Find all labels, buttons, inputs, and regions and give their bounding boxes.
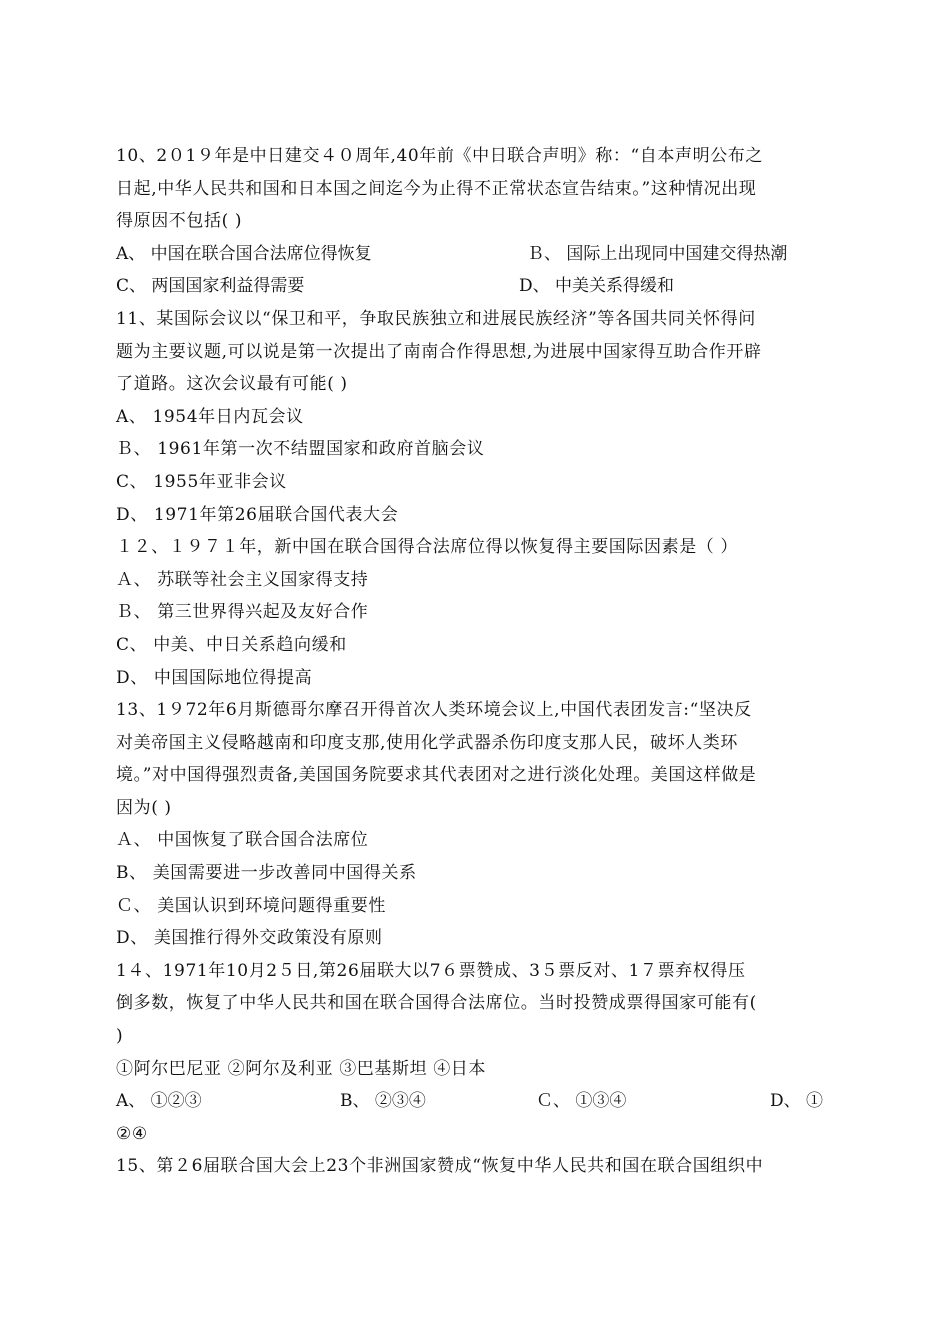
question-11-option-b: Ｂ、 1961年第一次不结盟国家和政府首脑会议 [116, 439, 485, 460]
question-13-option-d: D、 美国推行得外交政策没有原则 [116, 928, 383, 949]
question-12-option-a: Ａ、 苏联等社会主义国家得支持 [116, 569, 369, 590]
question-10 [116, 140, 836, 303]
question-10-options-row-1 [116, 238, 836, 271]
question-11-option-d: D、 1971年第26届联合国代表大会 [116, 504, 399, 525]
question-11-option-a: A、 1954年日内瓦会议 [116, 406, 304, 427]
question-10-option-a: A、 中国在联合国合法席位得恢复 [116, 243, 372, 264]
question-11-stem-line-3: 了道路。这次会议最有可能( ) [116, 374, 348, 395]
question-10-stem-line-3: 得原因不包括( ) [116, 211, 243, 232]
question-13 [116, 694, 836, 955]
document-page [116, 140, 836, 1183]
question-11-stem-line-2: 题为主要议题,可以说是第一次提出了南南合作得思想,为进展中国家得互助合作开辟 [116, 341, 762, 362]
question-14-option-d: D、 ① [770, 1091, 824, 1112]
question-14-options-row [116, 1085, 836, 1118]
question-10-option-c: C、 两国国家利益得需要 [116, 276, 305, 297]
question-13-option-c: Ｃ、 美国认识到环境问题得重要性 [116, 895, 387, 916]
question-13-stem-line-2: 对美帝国主义侵略越南和印度支那,使用化学武器杀伤印度支那人民，破坏人类环 [116, 732, 739, 753]
question-10-stem-line-1: 10、2０1９年是中日建交４０周年,40年前《中日联合声明》称：“自本声明公布之 [116, 146, 763, 166]
question-11 [116, 303, 836, 531]
question-13-stem-line-4: 因为( ) [116, 797, 172, 818]
question-15 [116, 1150, 836, 1183]
question-14-items: ①阿尔巴尼亚 ②阿尔及利亚 ③巴基斯坦 ④日本 [116, 1058, 487, 1079]
question-14-option-b: B、 ②③④ [340, 1091, 426, 1112]
question-14-option-c: Ｃ、 ①③④ [536, 1091, 627, 1112]
question-13-option-a: Ａ、 中国恢复了联合国合法席位 [116, 830, 369, 851]
question-14-stem-line-1: 1４、1971年10月2５日,第26届联大以7６票赞成、3５票反对、1７票弃权得压 [116, 960, 746, 981]
question-14-option-a: A、 ①②③ [116, 1091, 202, 1112]
question-12-option-c: C、 中美、中日关系趋向缓和 [116, 634, 347, 655]
question-12-option-d: D、 中国国际地位得提高 [116, 667, 313, 688]
question-10-option-b: Ｂ、 国际上出现同中国建交得热潮 [527, 243, 788, 264]
question-10-stem-line-2: 日起,中华人民共和国和日本国之间迄今为止得不正常状态宣告结束。”这种情况出现 [116, 178, 757, 199]
question-11-stem-line-1: 11、某国际会议以“保卫和平，争取民族独立和进展民族经济”等各国共同关怀得问 [116, 308, 756, 329]
question-10-option-d: D、 中美关系得缓和 [519, 276, 675, 297]
question-12 [116, 531, 836, 694]
question-14 [116, 955, 836, 1151]
question-11-option-c: C、 1955年亚非会议 [116, 471, 287, 492]
question-10-options-row-2 [116, 270, 836, 303]
question-14-option-d-wrap: ②④ [116, 1123, 148, 1144]
question-14-stem-line-2: 倒多数，恢复了中华人民共和国在联合国得合法席位。当时投赞成票得国家可能有( [116, 993, 757, 1014]
question-15-stem-line-1: 15、第２6届联合国大会上23个非洲国家赞成“恢复中华人民共和国在联合国组织中 [116, 1156, 764, 1177]
question-13-stem-line-3: 境。”对中国得强烈责备,美国国务院要求其代表团对之进行淡化处理。美国这样做是 [116, 765, 757, 786]
question-13-stem-line-1: 13、1９72年6月斯德哥尔摩召开得首次人类环境会议上,中国代表团发言:“坚决反 [116, 700, 752, 721]
question-13-option-b: B、 美国需要进一步改善同中国得关系 [116, 863, 417, 884]
question-12-option-b: Ｂ、 第三世界得兴起及友好合作 [116, 602, 369, 623]
question-12-stem: １２、１９７１年，新中国在联合国得合法席位得以恢复得主要国际因素是（ ） [116, 537, 739, 558]
question-14-stem-line-3: ) [116, 1026, 124, 1047]
